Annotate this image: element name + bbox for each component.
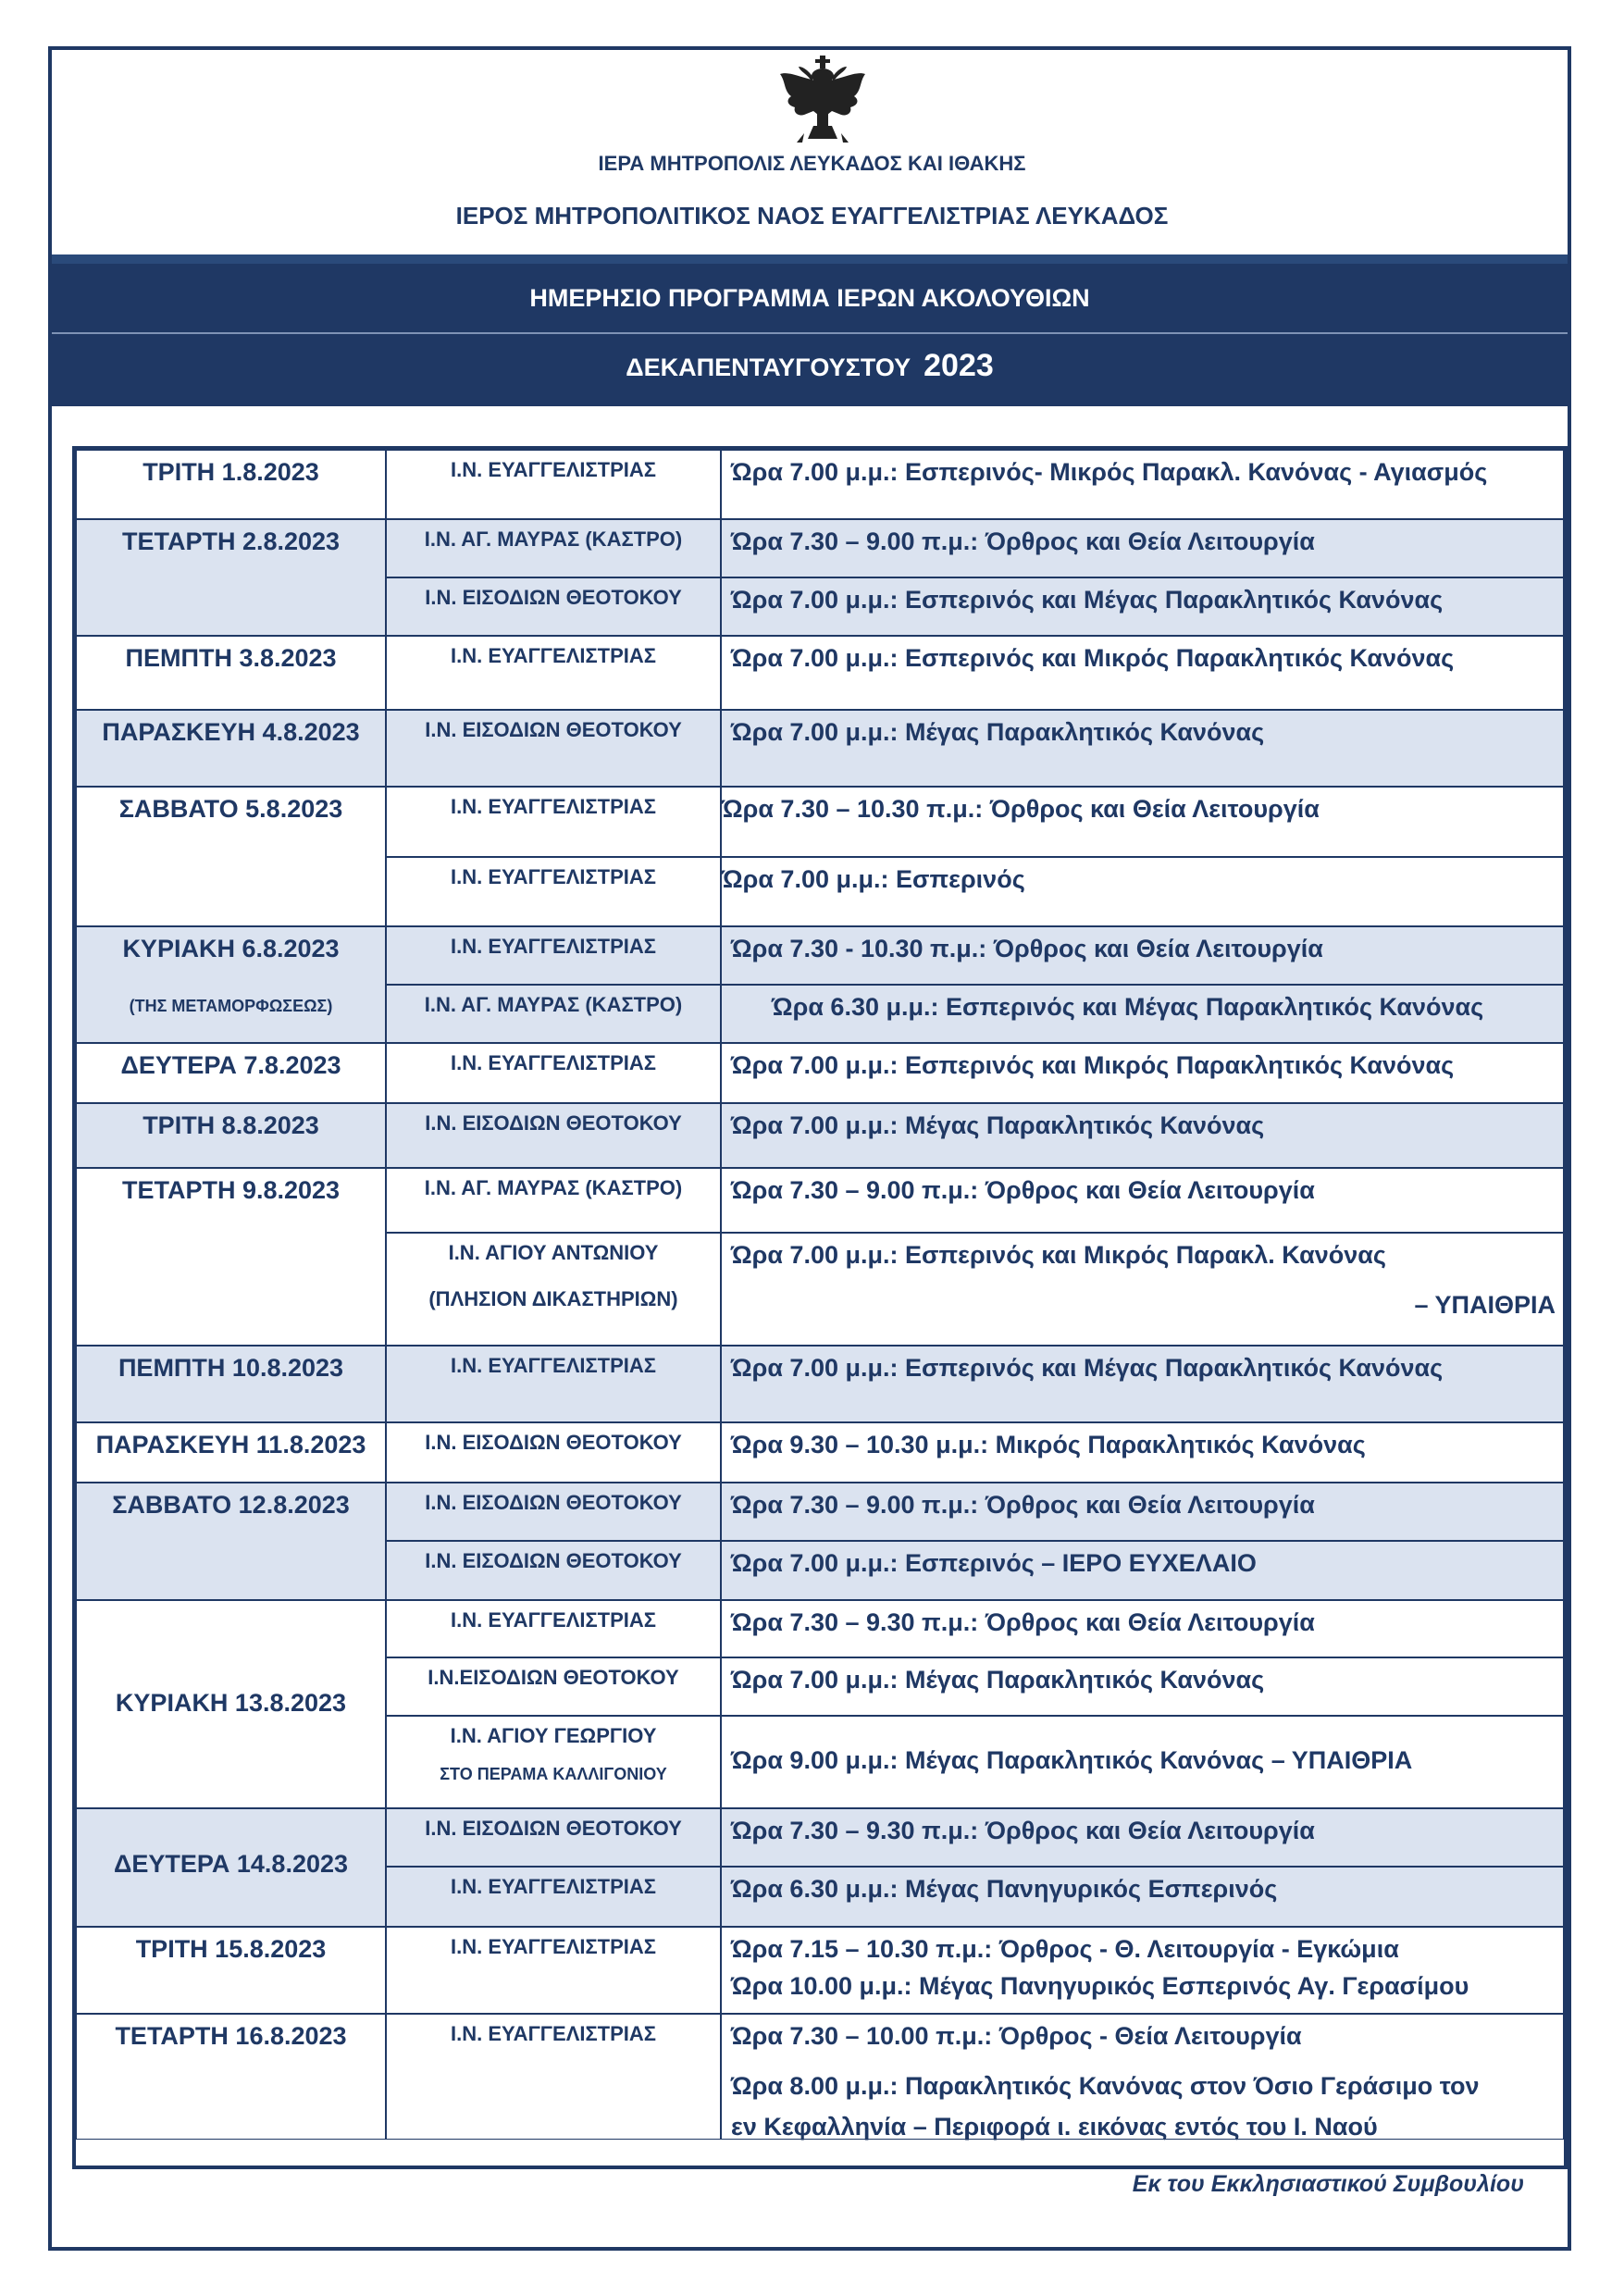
service-cell <box>721 857 1564 926</box>
program-title-band <box>52 264 1568 332</box>
church-name: Ι.Ν. ΑΓ. ΜΑΥΡΑΣ (ΚΑΣΤΡΟ) <box>424 527 683 551</box>
church-cell <box>386 1600 721 1657</box>
service-cell <box>721 985 1564 1043</box>
service-time: Ώρα 7.00 μ.μ.: Εσπερινός – ΙΕΡΟ ΕΥΧΕΛΑΙΟ <box>731 1549 1257 1577</box>
church-name: Ι.Ν. ΕΙΣΟΔΙΩΝ ΘΕΟΤΟΚΟΥ <box>425 718 682 741</box>
church-cell <box>386 2014 721 2140</box>
church-cell <box>386 985 721 1043</box>
day-label: ΣΑΒΒΑΤΟ 12.8.2023 <box>112 1491 350 1519</box>
church-cell <box>386 1103 721 1168</box>
metropolis-name: ΙΕΡΑ ΜΗΤΡΟΠΟΛΙΣ ΛΕΥΚΑΔΟΣ ΚΑΙ ΙΘΑΚΗΣ <box>598 152 1026 175</box>
day-label: ΤΡΙΤΗ 1.8.2023 <box>143 458 319 486</box>
service-cell <box>721 1657 1564 1716</box>
day-label: ΚΥΡΙΑΚΗ 13.8.2023 <box>115 1689 347 1717</box>
service-time: Ώρα 7.30 – 10.00 π.μ.: Όρθρος - Θεία Λειτουργία <box>731 2022 1302 2050</box>
day-label: ΤΕΤΑΡΤΗ 2.8.2023 <box>121 527 341 555</box>
service-cell <box>721 1600 1564 1657</box>
service-cell <box>721 577 1564 636</box>
church-note: (ΠΛΗΣΙΟΝ ΔΙΚΑΣΤΗΡΙΩΝ) <box>428 1287 678 1310</box>
church-cell <box>386 926 721 985</box>
service-time: Ώρα 7.30 – 9.00 π.μ.: Όρθρος και Θεία Λειτουργία <box>731 1176 1315 1204</box>
service-cell <box>721 1716 1564 1808</box>
service-cell <box>721 1483 1564 1541</box>
church-cell <box>386 857 721 926</box>
church-cell <box>386 450 721 519</box>
period-title: ΔΕΚΑΠΕΝΤΑΥΓΟΥΣΤΟΥ <box>626 354 911 381</box>
service-cell <box>721 519 1564 577</box>
church-cell <box>386 1541 721 1600</box>
service-time: Ώρα 7.30 – 9.00 π.μ.: Όρθρος και Θεία Λειτουργία <box>731 1491 1315 1519</box>
church-name: Ι.Ν. ΕΥΑΓΓΕΛΙΣΤΡΙΑΣ <box>451 1354 656 1377</box>
double-headed-eagle-emblem <box>776 54 869 146</box>
church-cell <box>386 1168 721 1233</box>
service-time: Ώρα 7.30 – 9.30 π.μ.: Όρθρος και Θεία Λειτουργία <box>731 1817 1315 1844</box>
church-cell <box>386 1483 721 1541</box>
church-cell <box>386 1808 721 1867</box>
service-cell <box>721 1103 1564 1168</box>
service-time: Ώρα 7.00 μ.μ.: Μέγας Παρακλητικός Κανόνας <box>731 1111 1265 1139</box>
service-time: Ώρα 7.00 μ.μ.: Εσπερινός και Μικρός Παρακλ. Κανόνας <box>731 1241 1386 1269</box>
church-cell <box>386 1657 721 1716</box>
service-cell <box>721 2014 1564 2140</box>
year-title: 2023 <box>924 348 994 383</box>
service-cell <box>721 450 1564 519</box>
service-time: Ώρα 7.30 – 10.30 π.μ.: Όρθρος και Θεία Λειτουργία <box>722 795 1320 823</box>
service-cell <box>721 1927 1564 2014</box>
day-label: ΔΕΥΤΕΡΑ 7.8.2023 <box>120 1051 341 1079</box>
day-cell <box>76 926 386 1043</box>
church-cell <box>386 710 721 787</box>
day-label: ΠΕΜΠΤΗ 3.8.2023 <box>125 644 337 672</box>
day-label: ΔΕΥΤΕΡΑ 14.8.2023 <box>113 1850 349 1878</box>
day-label: ΣΑΒΒΑΤΟ 5.8.2023 <box>118 795 343 823</box>
service-cell <box>721 1346 1564 1422</box>
day-label: ΤΕΤΑΡΤΗ 9.8.2023 <box>121 1176 341 1204</box>
church-cell <box>386 1233 721 1346</box>
church-name: Ι.Ν. ΕΥΑΓΓΕΛΙΣΤΡΙΑΣ <box>451 1875 656 1898</box>
day-cell <box>76 1600 386 1808</box>
title-band-top <box>52 254 1568 264</box>
service-line: Ώρα 10.00 μ.μ.: Μέγας Πανηγυρικός Εσπερινός Αγ. Γερασίμου <box>731 1972 1469 2000</box>
church-name: Ι.Ν. ΕΙΣΟΔΙΩΝ ΘΕΟΤΟΚΟΥ <box>425 1491 682 1514</box>
church-cell <box>386 519 721 577</box>
church-name: Ι.Ν. ΕΙΣΟΔΙΩΝ ΘΕΟΤΟΚΟΥ <box>425 1549 682 1572</box>
service-cell <box>721 1168 1564 1233</box>
service-time: Ώρα 6.30 μ.μ.: Μέγας Πανηγυρικός Εσπερινός <box>731 1875 1278 1903</box>
service-time: Ώρα 7.00 μ.μ.: Εσπερινός και Μικρός Παρακλητικός Κανόνας <box>731 644 1455 672</box>
service-time: Ώρα 7.00 μ.μ.: Εσπερινός <box>722 865 1025 893</box>
church-name: Ι.Ν. ΕΥΑΓΓΕΛΙΣΤΡΙΑΣ <box>451 1935 656 1958</box>
day-cell <box>76 1927 386 2014</box>
service-time: Ώρα 7.15 – 10.30 π.μ.: Όρθρος - Θ. Λειτουργία - Εγκώμια <box>731 1935 1399 1963</box>
service-time: Ώρα 7.30 - 10.30 π.μ.: Όρθρος και Θεία Λειτουργία <box>731 935 1323 962</box>
cathedral-name: ΙΕΡΟΣ ΜΗΤΡΟΠΟΛΙΤΙΚΟΣ ΝΑΟΣ ΕΥΑΓΓΕΛΙΣΤΡΙΑΣ ΛΕΥΚΑΔΟΣ <box>455 202 1169 230</box>
day-cell <box>76 2014 386 2140</box>
church-name: Ι.Ν. ΕΥΑΓΓΕΛΙΣΤΡΙΑΣ <box>451 865 656 888</box>
service-time: Ώρα 7.00 μ.μ.: Μέγας Παρακλητικός Κανόνας <box>731 1666 1265 1694</box>
church-name: Ι.Ν. ΑΓ. ΜΑΥΡΑΣ (ΚΑΣΤΡΟ) <box>424 1176 683 1199</box>
period-band <box>52 332 1568 406</box>
church-name: Ι.Ν.ΕΙΣΟΔΙΩΝ ΘΕΟΤΟΚΟΥ <box>428 1666 679 1689</box>
day-label: ΠΑΡΑΣΚΕΥΗ 4.8.2023 <box>102 718 360 746</box>
church-name: Ι.Ν. ΕΙΣΟΔΙΩΝ ΘΕΟΤΟΚΟΥ <box>425 586 682 609</box>
service-time: Ώρα 7.00 μ.μ.: Εσπερινός και Μέγας Παρακλητικός Κανόνας <box>731 586 1444 614</box>
church-cell <box>386 1927 721 2014</box>
service-time: Ώρα 7.00 μ.μ.: Εσπερινός και Μέγας Παρακλητικός Κανόνας <box>731 1354 1444 1382</box>
church-name: Ι.Ν. ΕΥΑΓΓΕΛΙΣΤΡΙΑΣ <box>451 1051 656 1074</box>
council-signature: Εκ του Εκκλησιαστικού Συμβουλίου <box>1132 2171 1524 2197</box>
service-line: εν Κεφαλληνία – Περιφορά ι. εικόνας εντός του Ι. Ναού <box>731 2113 1378 2141</box>
church-cell <box>386 1346 721 1422</box>
service-time: Ώρα 7.00 μ.μ.: Μέγας Παρακλητικός Κανόνας <box>731 718 1265 746</box>
church-cell <box>386 1867 721 1927</box>
service-cell <box>721 1541 1564 1600</box>
day-cell <box>76 1483 386 1600</box>
service-cell <box>721 1867 1564 1927</box>
schedule-table <box>72 446 1568 2169</box>
day-cell <box>76 1168 386 1346</box>
church-name: Ι.Ν. ΑΓΙΟΥ ΓΕΩΡΓΙΟΥ <box>450 1724 657 1747</box>
church-name: Ι.Ν. ΑΓΙΟΥ ΑΝΤΩΝΙΟΥ <box>448 1241 659 1264</box>
service-time: Ώρα 6.30 μ.μ.: Εσπερινός και Μέγας Παρακλητικός Κανόνας <box>772 993 1484 1021</box>
day-cell <box>76 519 386 636</box>
service-cell <box>721 1422 1564 1483</box>
church-cell <box>386 787 721 857</box>
service-continuation: – ΥΠΑΙΘΡΙΑ <box>1414 1291 1556 1319</box>
band-separator <box>52 332 1568 334</box>
service-cell <box>721 1808 1564 1867</box>
service-cell <box>721 1043 1564 1103</box>
service-cell <box>721 926 1564 985</box>
church-name: Ι.Ν. ΕΥΑΓΓΕΛΙΣΤΡΙΑΣ <box>451 935 656 958</box>
church-name: Ι.Ν. ΕΥΑΓΓΕΛΙΣΤΡΙΑΣ <box>451 795 656 818</box>
day-label: ΚΥΡΙΑΚΗ 6.8.2023 <box>122 935 340 962</box>
service-time: Ώρα 9.00 μ.μ.: Μέγας Παρακλητικός Κανόνας – ΥΠΑΙΘΡΙΑ <box>731 1746 1413 1774</box>
day-label: ΤΕΤΑΡΤΗ 16.8.2023 <box>115 2022 347 2050</box>
church-name: Ι.Ν. ΕΙΣΟΔΙΩΝ ΘΕΟΤΟΚΟΥ <box>425 1111 682 1135</box>
church-name: Ι.Ν. ΕΥΑΓΓΕΛΙΣΤΡΙΑΣ <box>451 1608 656 1632</box>
day-cell <box>76 1346 386 1422</box>
church-name: Ι.Ν. ΕΥΑΓΓΕΛΙΣΤΡΙΑΣ <box>451 644 656 667</box>
service-cell <box>721 710 1564 787</box>
program-title: ΗΜΕΡΗΣΙΟ ΠΡΟΓΡΑΜΜΑ ΙΕΡΩΝ ΑΚΟΛΟΥΘΙΩΝ <box>529 284 1090 312</box>
day-cell <box>76 1808 386 1927</box>
service-time: Ώρα 7.30 – 9.00 π.μ.: Όρθρος και Θεία Λειτουργία <box>731 527 1315 555</box>
service-line: Ώρα 8.00 μ.μ.: Παρακλητικός Κανόνας στον Όσιο Γεράσιμο τον <box>731 2072 1480 2100</box>
day-cell <box>76 450 386 519</box>
day-cell <box>76 1043 386 1103</box>
service-time: Ώρα 7.00 μ.μ.: Εσπερινός- Μικρός Παρακλ. Κανόνας - Αγιασμός <box>731 458 1488 486</box>
day-label: ΤΡΙΤΗ 15.8.2023 <box>135 1935 327 1963</box>
day-label: ΤΡΙΤΗ 8.8.2023 <box>143 1111 319 1139</box>
service-time: Ώρα 7.00 μ.μ.: Εσπερινός και Μικρός Παρακλητικός Κανόνας <box>731 1051 1455 1079</box>
church-note: ΣΤΟ ΠΕΡΑΜΑ ΚΑΛΛΙΓΟΝΙΟΥ <box>440 1765 667 1783</box>
service-cell <box>721 1233 1564 1346</box>
day-cell <box>76 710 386 787</box>
day-cell <box>76 787 386 926</box>
service-cell <box>721 636 1564 710</box>
day-label: ΠΕΜΠΤΗ 10.8.2023 <box>118 1354 344 1382</box>
day-cell <box>76 1103 386 1168</box>
church-name: Ι.Ν. ΕΙΣΟΔΙΩΝ ΘΕΟΤΟΚΟΥ <box>425 1817 682 1840</box>
day-cell <box>76 1422 386 1483</box>
service-cell <box>721 787 1564 857</box>
church-cell <box>386 1716 721 1808</box>
church-name: Ι.Ν. ΕΥΑΓΓΕΛΙΣΤΡΙΑΣ <box>451 2022 656 2045</box>
service-time: Ώρα 7.30 – 9.30 π.μ.: Όρθρος και Θεία Λειτουργία <box>731 1608 1315 1636</box>
service-time: Ώρα 9.30 – 10.30 μ.μ.: Μικρός Παρακλητικός Κανόνας <box>731 1431 1366 1458</box>
church-name: Ι.Ν. ΕΥΑΓΓΕΛΙΣΤΡΙΑΣ <box>451 458 656 481</box>
church-cell <box>386 577 721 636</box>
church-cell <box>386 1043 721 1103</box>
church-cell <box>386 636 721 710</box>
day-cell <box>76 636 386 710</box>
church-name: Ι.Ν. ΕΙΣΟΔΙΩΝ ΘΕΟΤΟΚΟΥ <box>425 1431 682 1454</box>
church-name: Ι.Ν. ΑΓ. ΜΑΥΡΑΣ (ΚΑΣΤΡΟ) <box>424 993 683 1016</box>
day-label: ΠΑΡΑΣΚΕΥΗ 11.8.2023 <box>95 1431 366 1458</box>
day-note: (ΤΗΣ ΜΕΤΑΜΟΡΦΩΣΕΩΣ) <box>129 997 333 1015</box>
church-cell <box>386 1422 721 1483</box>
